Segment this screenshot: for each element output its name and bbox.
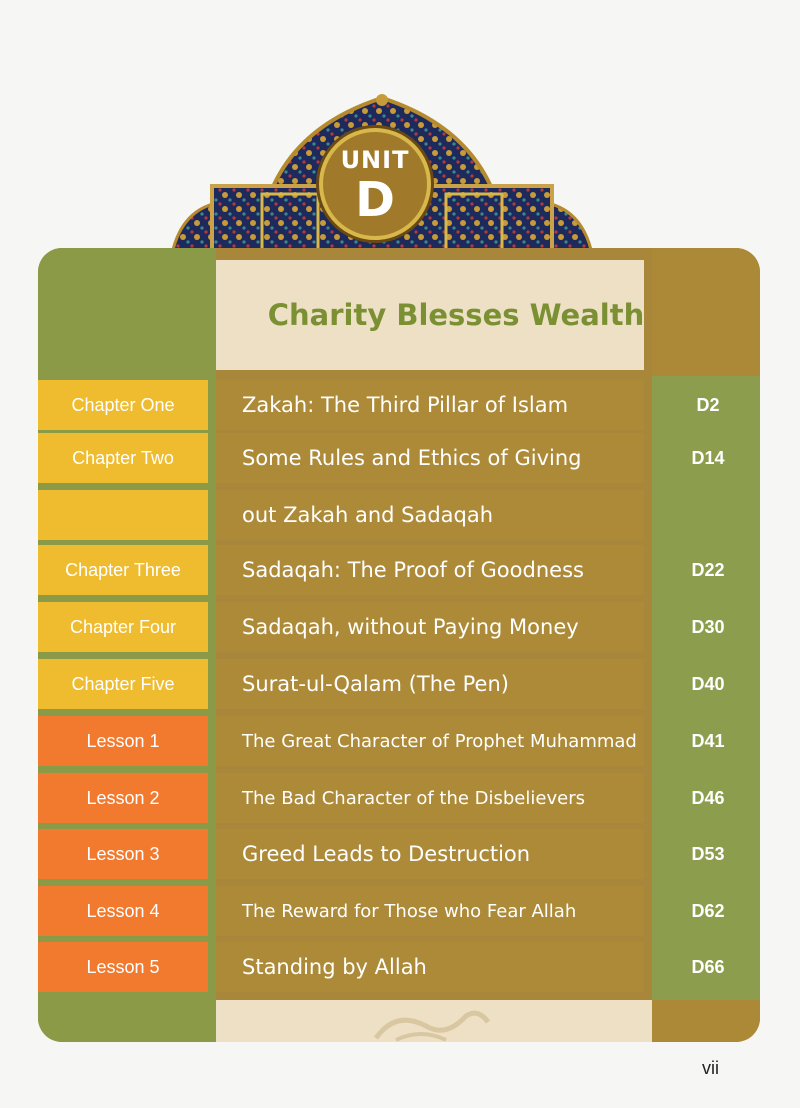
row-page: D14 (691, 447, 725, 468)
title-cell (216, 260, 644, 370)
toc-row[interactable] (38, 942, 760, 992)
row-topic: Some Rules and Ethics of Giving (216, 433, 644, 483)
contents-card (38, 248, 760, 1042)
unit-letter: D (355, 172, 395, 228)
unit-badge (319, 128, 431, 240)
row-label: Lesson 3 (38, 829, 208, 879)
row-topic: Surat-ul-Qalam (The Pen) (216, 659, 644, 709)
row-page (652, 490, 760, 540)
toc-row[interactable] (38, 602, 760, 652)
toc-row[interactable] (38, 545, 760, 595)
row-topic: The Reward for Those who Fear Allah (216, 886, 644, 936)
row-topic: Greed Leads to Destruction (216, 829, 644, 879)
toc-row (38, 490, 760, 540)
row-page: D40 (691, 673, 725, 694)
row-topic: The Great Character of Prophet Muhammad (216, 716, 644, 766)
toc-row[interactable] (38, 380, 760, 430)
row-label: Lesson 2 (38, 773, 208, 823)
calligraphy-watermark (366, 1008, 496, 1042)
row-label: Lesson 4 (38, 886, 208, 936)
row-topic: Zakah: The Third Pillar of Islam (216, 380, 644, 430)
row-page: D30 (691, 616, 725, 637)
row-topic: Sadaqah: The Proof of Goodness (216, 545, 644, 595)
row-topic: The Bad Character of the Disbelievers (216, 773, 644, 823)
row-label: Chapter One (38, 380, 208, 430)
row-topic: Standing by Allah (216, 942, 644, 992)
row-label: Chapter Two (38, 433, 208, 483)
unit-word: UNIT (340, 146, 410, 174)
bottom-cell (216, 1000, 652, 1042)
row-topic: Sadaqah, without Paying Money (216, 602, 644, 652)
row-label (38, 490, 208, 540)
row-page: D53 (691, 843, 725, 864)
row-label: Chapter Four (38, 602, 208, 652)
row-topic: out Zakah and Sadaqah (216, 490, 644, 540)
row-page: D62 (691, 900, 725, 921)
toc-row[interactable] (38, 433, 760, 483)
page-number: vii (702, 1058, 719, 1078)
row-page: D2 (696, 394, 720, 415)
row-label: Lesson 1 (38, 716, 208, 766)
toc-row[interactable] (38, 886, 760, 936)
row-label: Lesson 5 (38, 942, 208, 992)
toc-row[interactable] (38, 659, 760, 709)
unit-title: Charity Blesses Wealth (267, 298, 645, 332)
toc-row[interactable] (38, 716, 760, 766)
row-label: Chapter Five (38, 659, 208, 709)
row-page: D22 (691, 559, 725, 580)
row-label: Chapter Three (38, 545, 208, 595)
row-page: D66 (691, 956, 725, 977)
row-page: D46 (691, 787, 725, 808)
row-page: D41 (691, 730, 725, 751)
toc-row[interactable] (38, 773, 760, 823)
toc-row[interactable] (38, 829, 760, 879)
